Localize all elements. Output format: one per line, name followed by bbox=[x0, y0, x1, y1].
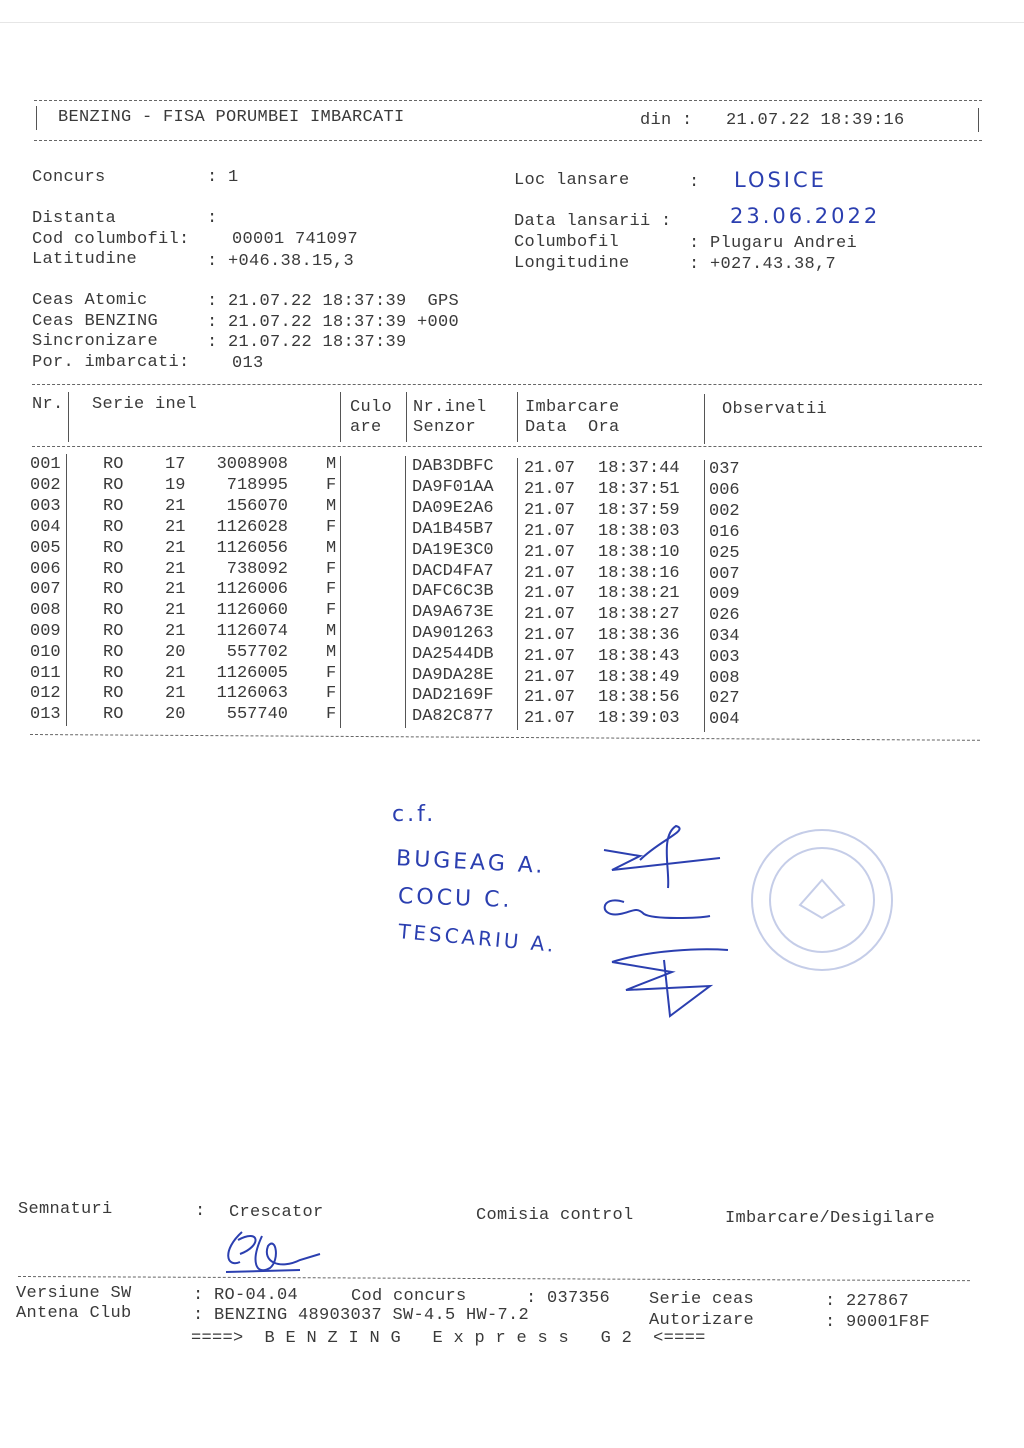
versiune-sw-label: Versiune SW bbox=[16, 1284, 132, 1303]
cell-an: 21 bbox=[165, 539, 186, 558]
cell-nr: 001 bbox=[30, 455, 61, 474]
col-header-nr: Nr. bbox=[32, 395, 64, 414]
cell-sex: M bbox=[326, 539, 337, 558]
cell-obs: 034 bbox=[709, 627, 740, 646]
cell-data: 21.07 bbox=[524, 501, 576, 520]
latitudine-value: : +046.38.15,3 bbox=[207, 252, 355, 271]
cell-serie: 1126074 bbox=[216, 622, 288, 641]
cell-an: 21 bbox=[165, 664, 186, 683]
cell-sex: M bbox=[326, 643, 337, 662]
ceas-atomic-label: Ceas Atomic bbox=[32, 291, 148, 310]
ceas-benzing-value: : 21.07.22 18:37:39 +000 bbox=[207, 313, 460, 332]
cell-sex: F bbox=[326, 664, 337, 683]
cell-ora: 18:38:03 bbox=[598, 522, 680, 541]
cell-an: 21 bbox=[165, 580, 186, 599]
concurs-label: Concurs bbox=[32, 168, 106, 187]
cell-senzor: DAD2169F bbox=[412, 686, 494, 705]
commission-member-3-handwritten: TESCARIU A. bbox=[397, 919, 558, 957]
sincronizare-value: : 21.07.22 18:37:39 bbox=[207, 333, 407, 352]
cell-tara: RO bbox=[103, 518, 124, 537]
ceas-atomic-value: : 21.07.22 18:37:39 GPS bbox=[207, 292, 460, 311]
porumbei-imbarcati-label: Por. imbarcati: bbox=[32, 353, 190, 372]
cell-tara: RO bbox=[103, 476, 124, 495]
cell-obs: 027 bbox=[709, 689, 740, 708]
cell-nr: 007 bbox=[30, 580, 61, 599]
cell-an: 21 bbox=[165, 518, 186, 537]
cell-data: 21.07 bbox=[524, 564, 576, 583]
cell-tara: RO bbox=[103, 455, 124, 474]
cell-serie: 3008908 bbox=[216, 455, 288, 474]
cell-data: 21.07 bbox=[524, 647, 576, 666]
cell-tara: RO bbox=[103, 601, 124, 620]
serie-ceas-label: Serie ceas bbox=[649, 1290, 755, 1309]
cod-concurs-value: : 037356 bbox=[526, 1289, 611, 1308]
semnaturi-sep: : bbox=[195, 1202, 206, 1221]
cell-tara: RO bbox=[103, 684, 124, 703]
cell-senzor: DA19E3C0 bbox=[412, 541, 494, 560]
cell-an: 20 bbox=[165, 705, 186, 724]
columbofil-value: : Plugaru Andrei bbox=[689, 234, 858, 253]
cell-senzor: DACD4FA7 bbox=[412, 562, 494, 581]
cell-obs: 004 bbox=[709, 710, 740, 729]
col-header-culoare-1: Culo bbox=[350, 398, 393, 417]
commission-member-2-handwritten: COCU C. bbox=[397, 884, 513, 913]
cell-data: 21.07 bbox=[524, 480, 576, 499]
col-header-serie: Serie inel bbox=[92, 395, 198, 414]
cell-serie: 557740 bbox=[226, 705, 288, 724]
longitudine-label: Longitudine bbox=[514, 254, 630, 273]
cell-nr: 013 bbox=[30, 705, 61, 724]
cell-serie: 1126063 bbox=[216, 684, 288, 703]
cell-obs: 008 bbox=[709, 669, 740, 688]
cell-obs: 003 bbox=[709, 648, 740, 667]
cell-ora: 18:38:21 bbox=[598, 584, 680, 603]
cell-senzor: DAFC6C3B bbox=[412, 582, 494, 601]
sincronizare-label: Sincronizare bbox=[32, 332, 159, 351]
cell-tara: RO bbox=[103, 497, 124, 516]
cell-sex: F bbox=[326, 705, 337, 724]
versiune-sw-value: : RO-04.04 bbox=[193, 1286, 299, 1305]
cell-ora: 18:38:36 bbox=[598, 626, 680, 645]
cell-ora: 18:37:44 bbox=[598, 459, 680, 478]
cell-data: 21.07 bbox=[524, 543, 576, 562]
porumbei-imbarcati-value: 013 bbox=[232, 354, 264, 373]
cell-sex: F bbox=[326, 684, 337, 703]
cell-an: 21 bbox=[165, 684, 186, 703]
cell-tara: RO bbox=[103, 664, 124, 683]
cell-serie: 156070 bbox=[226, 497, 288, 516]
cell-sex: F bbox=[326, 476, 337, 495]
antena-club-value: : BENZING 48903037 SW-4.5 HW-7.2 bbox=[193, 1306, 530, 1325]
club-stamp bbox=[752, 830, 892, 970]
cell-senzor: DA901263 bbox=[412, 624, 494, 643]
cell-senzor: DA9A673E bbox=[412, 603, 494, 622]
loc-lansare-sep: : bbox=[689, 173, 700, 192]
cell-data: 21.07 bbox=[524, 459, 576, 478]
benzing-express-banner: ====> B E N Z I N G E x p r e s s G 2 <==== bbox=[191, 1329, 706, 1348]
cell-serie: 1126060 bbox=[216, 601, 288, 620]
cell-serie: 738092 bbox=[226, 560, 288, 579]
cod-concurs-label: Cod concurs bbox=[351, 1287, 467, 1306]
semnaturi-label: Semnaturi bbox=[18, 1200, 113, 1219]
cell-data: 21.07 bbox=[524, 605, 576, 624]
cell-data: 21.07 bbox=[524, 709, 576, 728]
cell-ora: 18:38:56 bbox=[598, 688, 680, 707]
cell-ora: 18:38:43 bbox=[598, 647, 680, 666]
cell-senzor: DA2544DB bbox=[412, 645, 494, 664]
col-header-imbarcare-1: Imbarcare bbox=[525, 398, 620, 417]
cell-nr: 006 bbox=[30, 560, 61, 579]
cell-tara: RO bbox=[103, 705, 124, 724]
cell-nr: 004 bbox=[30, 518, 61, 537]
longitudine-value: : +027.43.38,7 bbox=[689, 255, 837, 274]
cell-tara: RO bbox=[103, 622, 124, 641]
cell-senzor: DA1B45B7 bbox=[412, 520, 494, 539]
cell-nr: 012 bbox=[30, 684, 61, 703]
concurs-value: : 1 bbox=[207, 168, 239, 187]
print-date: 21.07.22 18:39:16 bbox=[726, 111, 905, 130]
cell-nr: 009 bbox=[30, 622, 61, 641]
signature-crescator bbox=[226, 1232, 320, 1272]
comisia-control-label: Comisia control bbox=[476, 1206, 634, 1225]
signature-cocu bbox=[605, 900, 710, 918]
cell-data: 21.07 bbox=[524, 584, 576, 603]
distanta-value: : bbox=[207, 209, 218, 228]
cell-tara: RO bbox=[103, 539, 124, 558]
cell-serie: 1126006 bbox=[216, 580, 288, 599]
cell-sex: F bbox=[326, 518, 337, 537]
cell-data: 21.07 bbox=[524, 688, 576, 707]
cell-serie: 1126028 bbox=[216, 518, 288, 537]
loc-lansare-label: Loc lansare bbox=[514, 171, 630, 190]
cell-senzor: DA82C877 bbox=[412, 707, 494, 726]
cell-nr: 011 bbox=[30, 664, 61, 683]
cell-serie: 1126056 bbox=[216, 539, 288, 558]
cell-obs: 037 bbox=[709, 460, 740, 479]
cell-obs: 026 bbox=[709, 606, 740, 625]
cell-nr: 005 bbox=[30, 539, 61, 558]
cod-columbofil-label: Cod columbofil: bbox=[32, 230, 190, 249]
imbarcare-desigilare-label: Imbarcare/Desigilare bbox=[725, 1209, 936, 1228]
cell-obs: 007 bbox=[709, 565, 740, 584]
cell-ora: 18:38:27 bbox=[598, 605, 680, 624]
commission-heading-handwritten: c.f. bbox=[392, 802, 437, 827]
date-label: din : bbox=[640, 111, 693, 130]
cell-ora: 18:38:49 bbox=[598, 668, 680, 687]
autorizare-value: : 90001F8F bbox=[825, 1313, 931, 1332]
cell-senzor: DA09E2A6 bbox=[412, 499, 494, 518]
signature-tescariu bbox=[612, 949, 728, 1016]
cell-an: 20 bbox=[165, 643, 186, 662]
data-lansarii-label: Data lansarii : bbox=[514, 212, 672, 231]
cell-sex: F bbox=[326, 560, 337, 579]
cell-tara: RO bbox=[103, 580, 124, 599]
columbofil-label: Columbofil bbox=[514, 233, 620, 252]
cell-an: 21 bbox=[165, 497, 186, 516]
cell-data: 21.07 bbox=[524, 626, 576, 645]
col-header-imbarcare-2: Data Ora bbox=[525, 418, 620, 437]
cell-an: 17 bbox=[165, 455, 186, 474]
col-header-observatii: Observatii bbox=[722, 400, 828, 419]
cell-obs: 006 bbox=[709, 481, 740, 500]
ceas-benzing-label: Ceas BENZING bbox=[32, 312, 159, 331]
serie-ceas-value: : 227867 bbox=[825, 1292, 910, 1311]
cell-data: 21.07 bbox=[524, 522, 576, 541]
cod-columbofil-value: 00001 741097 bbox=[232, 230, 359, 249]
cell-serie: 557702 bbox=[226, 643, 288, 662]
cell-ora: 18:38:10 bbox=[598, 543, 680, 562]
cell-an: 19 bbox=[165, 476, 186, 495]
cell-sex: M bbox=[326, 497, 337, 516]
cell-nr: 008 bbox=[30, 601, 61, 620]
cell-serie: 718995 bbox=[226, 476, 288, 495]
cell-data: 21.07 bbox=[524, 668, 576, 687]
antena-club-label: Antena Club bbox=[16, 1304, 132, 1323]
document-title: BENZING - FISA PORUMBEI IMBARCATI bbox=[58, 108, 405, 127]
cell-ora: 18:37:51 bbox=[598, 480, 680, 499]
cell-ora: 18:38:16 bbox=[598, 564, 680, 583]
cell-tara: RO bbox=[103, 560, 124, 579]
col-header-inel-1: Nr.inel bbox=[413, 398, 487, 417]
loc-lansare-handwritten: LOSICE bbox=[734, 168, 827, 192]
cell-an: 21 bbox=[165, 560, 186, 579]
commission-member-1-handwritten: BUGEAG A. bbox=[395, 846, 547, 879]
cell-serie: 1126005 bbox=[216, 664, 288, 683]
cell-an: 21 bbox=[165, 622, 186, 641]
cell-ora: 18:39:03 bbox=[598, 709, 680, 728]
col-header-inel-2: Senzor bbox=[413, 418, 477, 437]
cell-obs: 009 bbox=[709, 585, 740, 604]
data-lansarii-handwritten: 23.06.2022 bbox=[730, 204, 881, 228]
cell-nr: 010 bbox=[30, 643, 61, 662]
distanta-label: Distanta bbox=[32, 209, 117, 228]
cell-ora: 18:37:59 bbox=[598, 501, 680, 520]
cell-nr: 002 bbox=[30, 476, 61, 495]
cell-sex: F bbox=[326, 601, 337, 620]
latitudine-label: Latitudine bbox=[32, 250, 138, 269]
cell-sex: M bbox=[326, 622, 337, 641]
cell-obs: 025 bbox=[709, 544, 740, 563]
cell-sex: M bbox=[326, 455, 337, 474]
cell-obs: 016 bbox=[709, 523, 740, 542]
cell-an: 21 bbox=[165, 601, 186, 620]
cell-nr: 003 bbox=[30, 497, 61, 516]
signature-bugeag bbox=[604, 826, 720, 888]
cell-senzor: DAB3DBFC bbox=[412, 457, 494, 476]
autorizare-label: Autorizare bbox=[649, 1311, 755, 1330]
cell-senzor: DA9F01AA bbox=[412, 478, 494, 497]
cell-tara: RO bbox=[103, 643, 124, 662]
cell-sex: F bbox=[326, 580, 337, 599]
cell-senzor: DA9DA28E bbox=[412, 666, 494, 685]
cell-obs: 002 bbox=[709, 502, 740, 521]
col-header-culoare-2: are bbox=[350, 418, 382, 437]
crescator-label: Crescator bbox=[229, 1203, 324, 1222]
